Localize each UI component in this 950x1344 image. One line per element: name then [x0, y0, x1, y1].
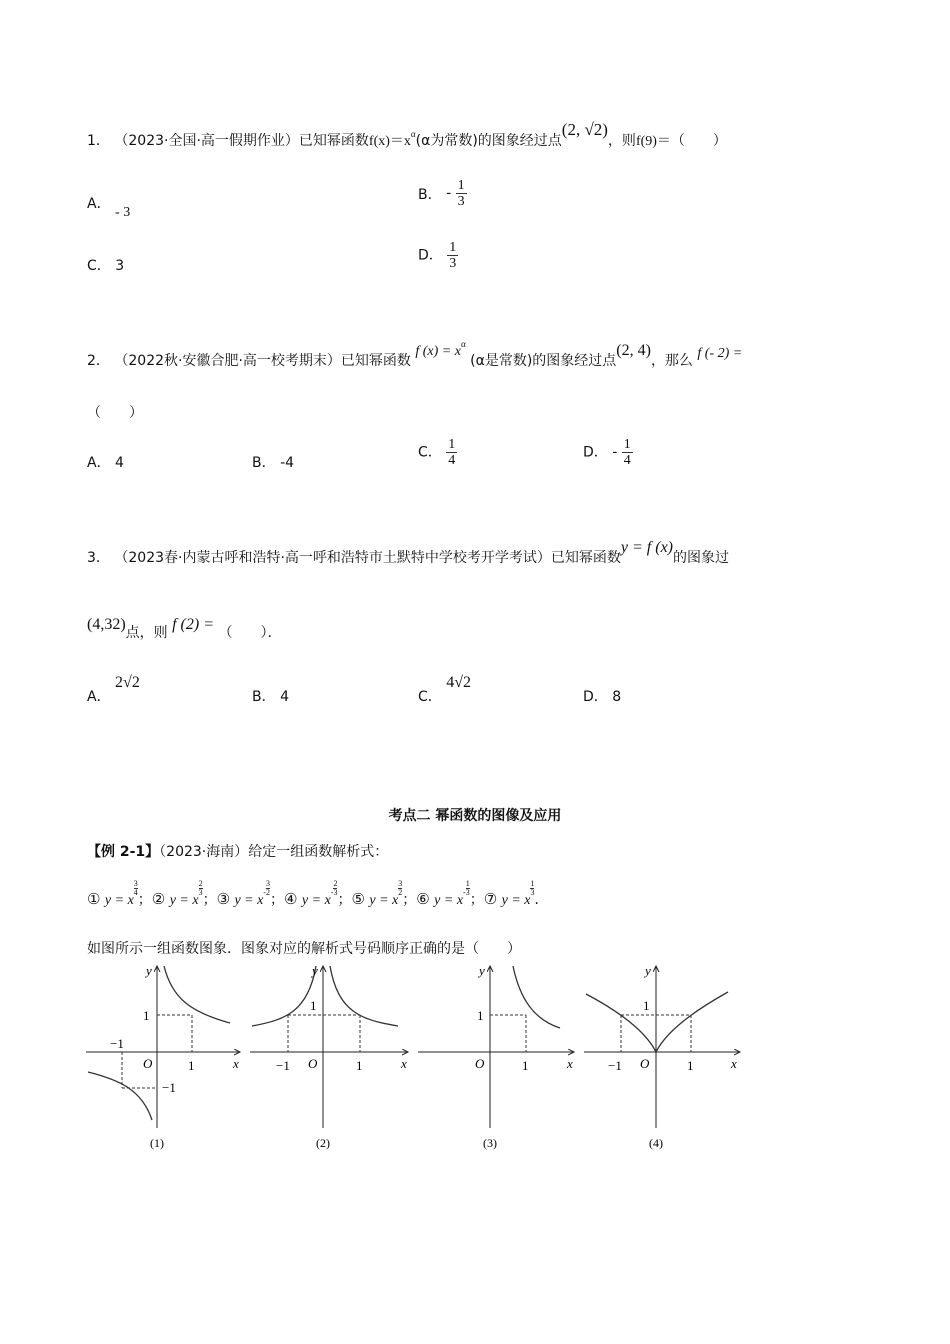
example-question: 如图所示一组函数图象．图象对应的解析式号码顺序正确的是（ ） — [87, 941, 521, 957]
exponent-num: 2 — [198, 879, 203, 888]
option-value: - 3 — [115, 205, 131, 220]
graph-caption: (2) — [316, 1136, 330, 1150]
option-fraction: $\frac{1}{3}$ — [449, 240, 457, 271]
exponent-sign: - — [330, 888, 334, 897]
option-label: A． — [87, 196, 111, 212]
question-source: （2023春·内蒙古呼和浩特·高一呼和浩特市土默特中学校考开学考试） — [114, 550, 551, 566]
function-expression: f(x)＝x — [368, 134, 411, 149]
option-label: C． — [418, 689, 442, 705]
option-b[interactable] — [252, 686, 289, 706]
tick-neg1-y: −1 — [162, 1080, 176, 1095]
y-axis-label: y — [146, 963, 152, 978]
formula-lhs: y = x — [104, 893, 134, 908]
option-value: 4 — [115, 455, 124, 471]
question-stem-cont: 点，则 — [125, 625, 168, 641]
point-coordinates: (2, 4) — [616, 342, 651, 359]
formula-exponent — [463, 880, 470, 897]
origin-label: O — [308, 1056, 318, 1071]
formula-number: ④ — [284, 890, 298, 908]
formula-lhs: y = x — [169, 893, 199, 908]
exponent-num: 3 — [398, 879, 403, 888]
option-a[interactable] — [87, 674, 140, 706]
exponent-num: 2 — [333, 879, 338, 888]
option-fraction: $\frac{1}{4}$ — [623, 437, 631, 468]
option-label: B． — [252, 689, 276, 705]
formula-lhs: y = x — [301, 893, 331, 908]
formula-lhs: y = x — [501, 893, 531, 908]
x-axis-label: x — [567, 1056, 573, 1071]
formula-list — [87, 880, 548, 909]
y-axis-label: y — [312, 963, 318, 978]
exponent-num: 1 — [530, 879, 535, 888]
question-stem: 已知幂函数 — [550, 550, 621, 566]
question-stem-cont: ，那么 — [650, 353, 693, 369]
question-number: 2． — [87, 353, 110, 369]
option-value: 8 — [612, 689, 622, 705]
question-stem-cont: (α是常数)的图象经过点 — [470, 353, 617, 369]
x-axis-label: x — [233, 1056, 239, 1071]
question-stem-cont: 的图象过 — [673, 550, 730, 566]
question-source: （2022秋·安徽合肥·高一校考期末） — [114, 353, 341, 369]
exponent-num: 3 — [133, 879, 138, 888]
question-stem: 已知幂函数 — [298, 133, 369, 149]
formula-separator: ； — [202, 892, 217, 908]
tick-1-y: 1 — [643, 998, 650, 1013]
formula-exponent — [263, 880, 270, 897]
formula-number: ⑦ — [483, 890, 498, 908]
formula-separator: ； — [270, 892, 285, 908]
option-a[interactable] — [87, 452, 124, 472]
asked-value: f(9)＝（ ） — [635, 134, 727, 149]
option-value: 2√2 — [115, 674, 140, 691]
graph-caption: (4) — [649, 1136, 663, 1150]
question-number: 3． — [87, 550, 110, 566]
option-label: A． — [87, 455, 111, 471]
option-c[interactable] — [87, 255, 124, 275]
exponent-den: 2 — [266, 888, 271, 897]
formula-lhs: y = x — [234, 893, 264, 908]
option-label: A． — [87, 689, 111, 705]
tick-1-x: 1 — [356, 1058, 363, 1073]
option-b[interactable] — [418, 178, 467, 209]
question-3 — [87, 539, 730, 567]
formula-lhs: y = x — [434, 893, 464, 908]
option-a[interactable] — [87, 193, 131, 220]
option-label: D． — [583, 689, 608, 705]
option-value: 4 — [280, 689, 289, 705]
formula-number: ② — [151, 890, 166, 908]
example-source: （2023·海南） — [159, 844, 249, 860]
origin-label: O — [640, 1056, 650, 1071]
option-label: C． — [87, 258, 111, 274]
option-fraction: $\frac{1}{3}$ — [457, 178, 465, 209]
exponent-num: 1 — [465, 879, 470, 888]
question-1 — [87, 120, 727, 150]
graph-3 — [418, 963, 574, 1150]
exponent: α — [460, 339, 466, 349]
formula-separator: ； — [137, 892, 152, 908]
option-label: B． — [418, 186, 442, 203]
tick-neg1-x: −1 — [110, 1036, 124, 1051]
option-label: D． — [418, 247, 443, 264]
asked-value: f (2) = — [172, 616, 215, 633]
option-value: 4√2 — [446, 674, 472, 691]
formula-number: ⑤ — [351, 890, 365, 908]
formula-item — [87, 879, 152, 908]
graph-2 — [250, 963, 408, 1150]
formula-separator: ； — [469, 892, 484, 908]
option-c[interactable] — [418, 674, 472, 706]
exponent: α — [410, 129, 416, 139]
formula-separator: ． — [534, 892, 549, 908]
formula-item — [216, 879, 285, 908]
formula-number: ① — [87, 890, 101, 908]
question-2 — [87, 339, 743, 370]
tick-1-y: 1 — [477, 1008, 484, 1023]
exponent-den: 4 — [133, 888, 138, 897]
option-sign: - — [446, 185, 452, 202]
question-stem: 已知幂函数 — [340, 353, 411, 369]
option-c[interactable] — [418, 437, 457, 468]
x-axis-label: x — [731, 1056, 737, 1071]
exponent-den: 3 — [198, 888, 203, 897]
graph-4 — [584, 963, 740, 1150]
option-d[interactable] — [418, 240, 458, 271]
origin-label: O — [475, 1056, 485, 1071]
formula-separator: ； — [402, 892, 417, 908]
tick-1-x: 1 — [687, 1058, 694, 1073]
graph-caption: (1) — [150, 1136, 164, 1150]
y-axis-label: y — [645, 963, 651, 978]
option-d[interactable] — [583, 686, 621, 706]
example-stem: 给定一组函数解析式： — [248, 844, 389, 860]
formula-item — [284, 879, 352, 908]
answer-paren: （ ） — [87, 405, 143, 421]
exponent-num: 3 — [266, 879, 271, 888]
question-stem-cont: ，则 — [607, 133, 636, 149]
example-heading — [87, 841, 388, 861]
graph-caption: (3) — [483, 1136, 497, 1150]
graph-1 — [86, 963, 240, 1150]
function-expression: y = f (x) — [620, 539, 674, 556]
option-fraction: $\frac{1}{4}$ — [448, 437, 456, 468]
option-value: -4 — [280, 455, 295, 471]
tick-1-x: 1 — [522, 1058, 529, 1073]
question-3-cont — [87, 616, 282, 642]
exponent-sign: - — [263, 888, 267, 897]
tick-neg1-x: −1 — [276, 1058, 290, 1073]
option-d[interactable] — [583, 437, 633, 468]
asked-value: f (- 2) = — [697, 346, 743, 361]
point-coordinates: (2, √2) — [561, 120, 608, 139]
section-title: 考点二 幂函数的图像及应用 — [388, 808, 562, 824]
point-coordinates: (4,32) — [87, 616, 126, 633]
option-label: D． — [583, 444, 608, 461]
y-axis-label: y — [479, 963, 485, 978]
question-number: 1． — [87, 133, 110, 149]
option-b[interactable] — [252, 452, 294, 472]
option-label: C． — [418, 444, 442, 461]
question-stem-cont: (α为常数)的图象经过点 — [415, 133, 562, 149]
exponent-den: 3 — [333, 888, 338, 897]
tick-neg1-x: −1 — [608, 1058, 622, 1073]
function-expression: f (x) = x — [415, 344, 461, 359]
answer-paren: （ ）． — [218, 625, 282, 641]
option-value: 3 — [115, 258, 125, 274]
formula-number: ③ — [216, 890, 231, 908]
function-graphs — [80, 960, 760, 1160]
formula-item — [483, 879, 549, 908]
example-tag: 【例 2-1】 — [87, 844, 160, 860]
formula-item — [416, 879, 484, 908]
option-sign: - — [612, 444, 618, 461]
formula-item — [351, 879, 417, 908]
option-label: B． — [252, 455, 276, 471]
exponent-den: 3 — [465, 888, 470, 897]
formula-lhs: y = x — [369, 893, 399, 908]
formula-number: ⑥ — [416, 890, 430, 908]
question-source: （2023·全国·高一假期作业） — [114, 133, 299, 149]
x-axis-label: x — [401, 1056, 407, 1071]
tick-1-x: 1 — [188, 1058, 195, 1073]
tick-1-y: 1 — [310, 998, 317, 1013]
exponent-sign: - — [463, 888, 466, 897]
origin-label: O — [143, 1056, 153, 1071]
exponent-den: 3 — [530, 888, 535, 897]
formula-separator: ； — [337, 892, 352, 908]
formula-item — [151, 879, 217, 908]
tick-1-y: 1 — [143, 1008, 150, 1023]
exponent-den: 2 — [398, 888, 403, 897]
